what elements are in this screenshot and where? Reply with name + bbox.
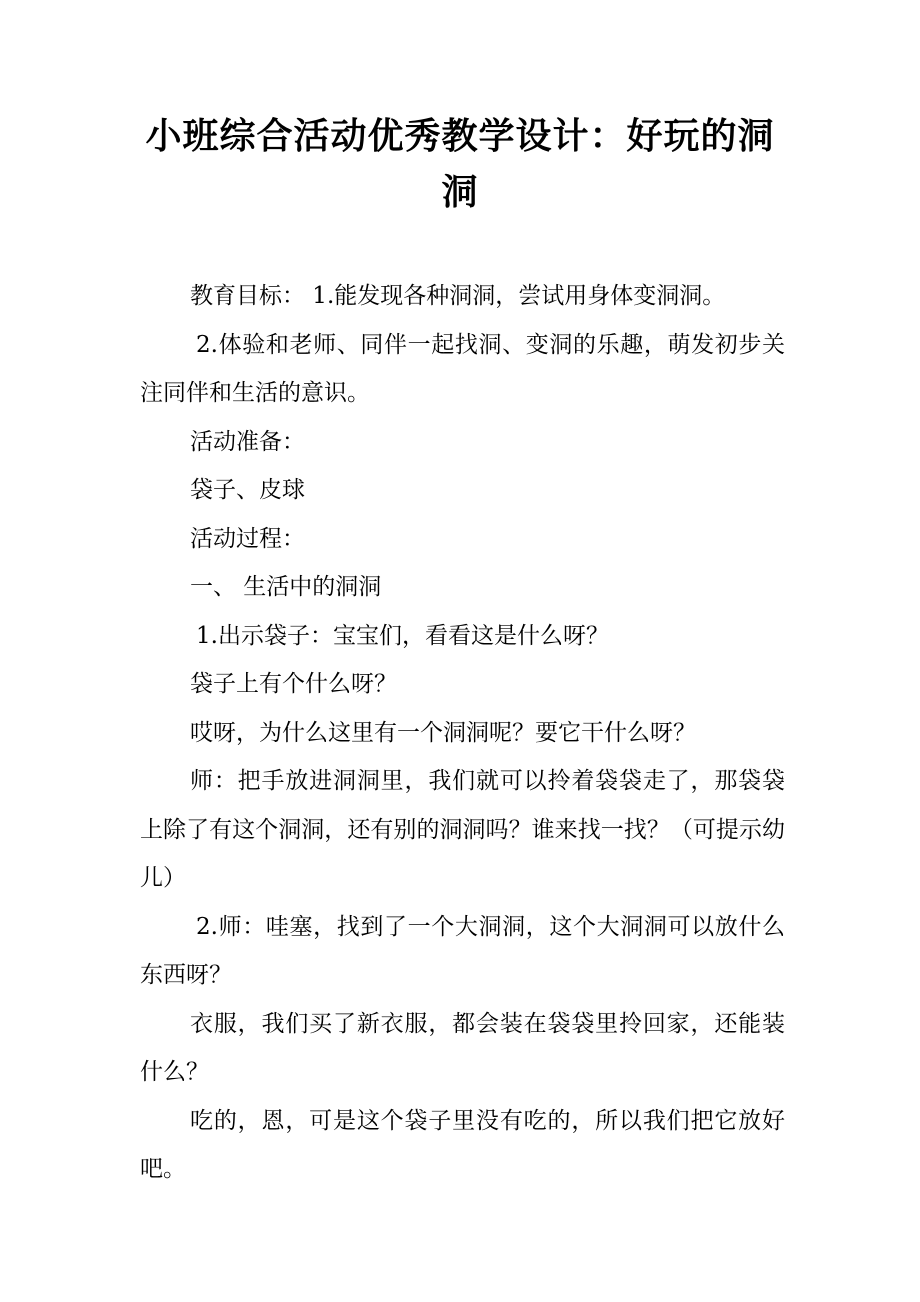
paragraph-clothes: 衣服，我们买了新衣服，都会装在袋袋里拎回家，还能装什么？ [140, 1010, 785, 1085]
paragraph-question-2: 哎呀，为什么这里有一个洞洞呢？要它干什么呀？ [190, 719, 696, 746]
paragraph-process-heading: 活动过程： [190, 525, 305, 552]
paragraph-objectives: 教育目标： 1.能发现各种洞洞，尝试用身体变洞洞。 [190, 283, 726, 309]
document-body [140, 272, 785, 1194]
page-title: 小班综合活动优秀教学设计：好玩的洞洞 [145, 115, 775, 213]
paragraph-objective-2: 2.体验和老师、同伴一起找洞、变洞的乐趣，萌发初步关注同伴和生活的意识。 [140, 331, 785, 406]
paragraph-food: 吃的，恩，可是这个袋子里没有吃的，所以我们把它放好吧。 [140, 1107, 785, 1182]
paragraph-teacher-1: 师：把手放进洞洞里，我们就可以拎着袋袋走了，那袋袋上除了有这个洞洞，还有别的洞洞吗？谁来找一找？（可提示幼儿） [140, 768, 785, 891]
paragraph-step-1: 1.出示袋子：宝宝们，看看这是什么呀？ [196, 622, 609, 649]
paragraph-preparation-heading: 活动准备： [190, 428, 305, 455]
paragraph-step-2: 2.师：哇塞，找到了一个大洞洞，这个大洞洞可以放什么东西呀？ [140, 913, 785, 988]
paragraph-materials: 袋子、皮球 [190, 477, 305, 503]
paragraph-question-1: 袋子上有个什么呀？ [190, 671, 397, 697]
paragraph-section-1: 一、 生活中的洞洞 [190, 574, 382, 600]
